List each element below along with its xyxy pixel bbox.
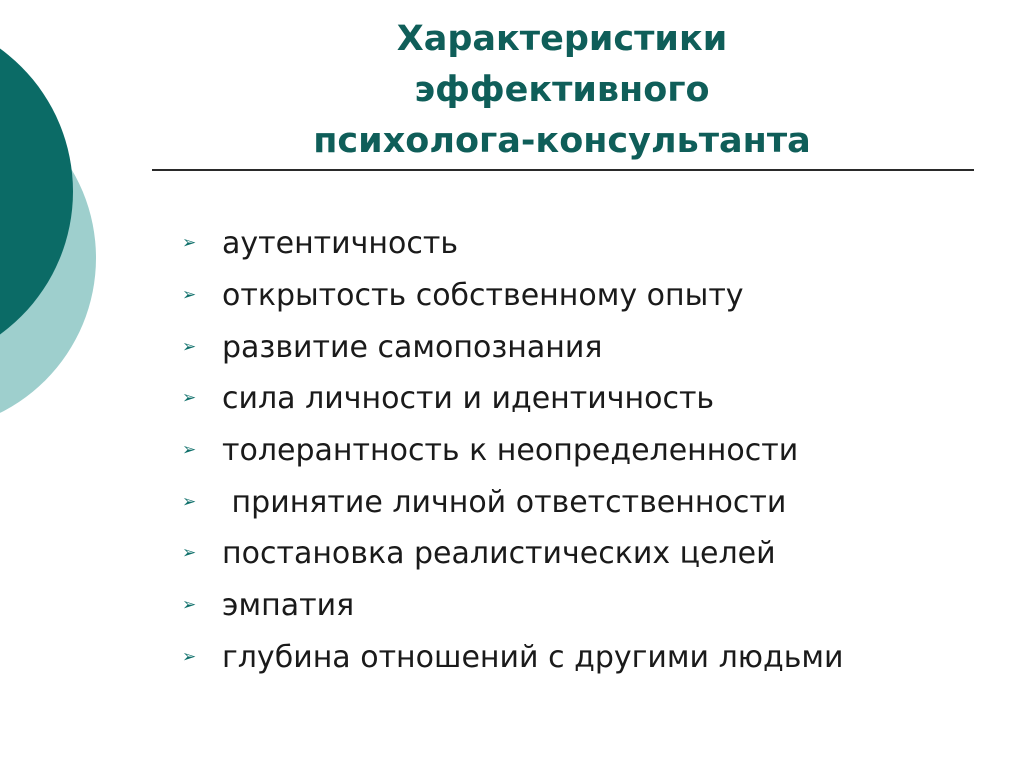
list-item-text: открытость собственному опыту (222, 278, 744, 314)
list-item (182, 528, 844, 580)
list-item-text: принятие личной ответственности (222, 484, 787, 520)
list-item (182, 321, 844, 373)
slide-title-line-2: эффективного (414, 70, 710, 110)
list-item-text: сила личности и идентичность (222, 381, 715, 417)
slide-title (200, 14, 924, 167)
chevron-right-icon: ➢ (182, 440, 197, 461)
list-item-text: эмпатия (222, 588, 355, 624)
list-item (182, 580, 844, 632)
title-divider (152, 169, 974, 171)
chevron-right-icon: ➢ (182, 336, 197, 357)
characteristics-list (182, 218, 844, 683)
chevron-right-icon: ➢ (182, 543, 197, 564)
slide-title-line-3: психолога-консультанта (313, 121, 811, 161)
chevron-right-icon: ➢ (182, 491, 197, 512)
list-item-text: аутентичность (222, 226, 459, 262)
list-item-text: развитие самопознания (222, 329, 603, 365)
list-item-text: глубина отношений с другими людьми (222, 639, 844, 675)
chevron-right-icon: ➢ (182, 285, 197, 306)
list-item (182, 425, 844, 477)
chevron-right-icon: ➢ (182, 646, 197, 667)
chevron-right-icon: ➢ (182, 388, 197, 409)
chevron-right-icon: ➢ (182, 233, 197, 254)
list-item (182, 476, 844, 528)
list-item (182, 373, 844, 425)
chevron-right-icon: ➢ (182, 595, 197, 616)
list-item (182, 632, 844, 684)
list-item (182, 218, 844, 270)
slide-title-line-1: Характеристики (396, 19, 728, 59)
list-item (182, 270, 844, 322)
list-item-text: постановка реалистических целей (222, 536, 776, 572)
list-item-text: толерантность к неопределенности (222, 433, 799, 469)
